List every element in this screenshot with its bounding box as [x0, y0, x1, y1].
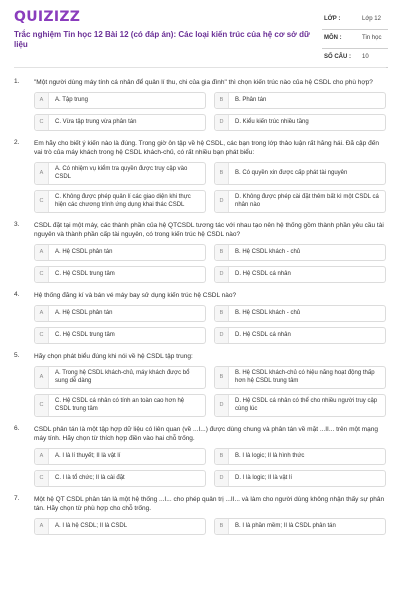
answer-option-d[interactable] — [214, 327, 386, 344]
worksheet-header — [0, 0, 400, 64]
meta-row-subject — [322, 30, 388, 49]
answer-option-d[interactable] — [214, 190, 386, 213]
option-letter: C — [35, 471, 49, 486]
worksheet-meta-box — [322, 11, 388, 68]
answer-option-a[interactable] — [34, 162, 206, 185]
answer-option-d[interactable] — [214, 266, 386, 283]
meta-label: SỐ CÂU : — [324, 54, 351, 60]
option-text: A. I là hệ CSDL; II là CSDL — [55, 522, 128, 529]
question-7 — [0, 495, 400, 535]
option-letter: C — [35, 191, 49, 212]
option-text: C. Hệ CSDL trung tâm — [55, 331, 115, 338]
option-text: D. Hệ CSDL cá nhân có thể cho nhiều người truy cập cùng lúc — [235, 398, 378, 412]
option-letter: B — [215, 245, 229, 260]
option-letter: B — [215, 163, 229, 184]
answer-option-b[interactable] — [214, 244, 386, 261]
option-text: B. I là logic; II là hình thức — [235, 452, 305, 459]
answer-option-c[interactable] — [34, 114, 206, 131]
option-text: C. Không được phép quản lí các giao diện khi thực hiện các chương trình ứng dụng khai thác CSDL — [55, 194, 191, 208]
option-text: D. Hệ CSDL cá nhân — [235, 331, 291, 338]
option-letter: C — [35, 267, 49, 282]
question-text: Em hãy cho biết ý kiến nào là đúng. Trong giờ ôn tập về hệ CSDL, các bạn trong lớp thảo luận rất hăng hái. Đã cập đến vai trò của máy khách trong hệ CSDL khách-chủ, có rất nhiều bạn phát biểu: — [34, 140, 379, 156]
option-letter: D — [215, 471, 229, 486]
answer-option-c[interactable] — [34, 190, 206, 213]
question-text: Một hệ QT CSDL phân tán là một hệ thống ...I... cho phép quản trị ...II... và làm cho người dùng không nhận thấy sự phân tán. Hãy chọn từ phù hợp cho chỗ trống. — [34, 496, 385, 512]
option-letter: D — [215, 395, 229, 416]
option-letter: C — [35, 395, 49, 416]
option-letter: D — [215, 328, 229, 343]
question-text: Hãy chọn phát biểu đúng khi nói về hệ CSDL tập trung: — [34, 353, 193, 360]
option-text: B. Hệ CSDL khách - chủ — [235, 309, 301, 316]
option-letter: B — [215, 306, 229, 321]
option-letter: B — [215, 367, 229, 388]
question-1 — [0, 78, 400, 131]
answer-option-d[interactable] — [214, 394, 386, 417]
answer-option-a[interactable] — [34, 92, 206, 109]
option-letter: B — [215, 519, 229, 534]
option-text: B. Có quyền xin được cấp phát tài nguyên — [235, 169, 348, 176]
answer-option-a[interactable] — [34, 244, 206, 261]
option-text: B. I là phần mềm; II là CSDL phân tán — [235, 522, 336, 529]
meta-value: 10 — [362, 54, 369, 60]
answer-options — [34, 305, 386, 344]
answer-option-a[interactable] — [34, 305, 206, 322]
question-text: Hệ thống đăng kí và bán vé máy bay sử dụng kiến trúc hệ CSDL nào? — [34, 292, 237, 299]
answer-option-c[interactable] — [34, 266, 206, 283]
question-3 — [0, 221, 400, 283]
option-text: D. Không được phép cài đặt thêm bất kì một CSDL cá nhân nào — [235, 194, 379, 208]
option-text: D. Kiểu kiến trúc nhiều tầng — [235, 118, 309, 125]
option-text: C. Vừa tập trung vừa phân tán — [55, 118, 137, 125]
option-text: B. Hệ CSDL khách - chủ — [235, 248, 301, 255]
answer-option-a[interactable] — [34, 448, 206, 465]
option-letter: C — [35, 115, 49, 130]
question-number: 3. — [14, 221, 20, 228]
answer-option-b[interactable] — [214, 366, 386, 389]
option-text: D. I là logic; II là vật lí — [235, 474, 293, 481]
option-text: A. Tập trung — [55, 96, 88, 103]
question-2 — [0, 139, 400, 213]
answer-option-a[interactable] — [34, 366, 206, 389]
question-list — [0, 78, 400, 543]
meta-label: LỚP : — [324, 16, 341, 22]
question-number: 4. — [14, 291, 20, 298]
answer-option-a[interactable] — [34, 518, 206, 535]
answer-option-b[interactable] — [214, 305, 386, 322]
question-number: 5. — [14, 352, 20, 359]
meta-value: Lớp 12 — [362, 16, 381, 22]
question-number: 2. — [14, 139, 20, 146]
option-text: C. Hệ CSDL cá nhân có tính an toàn cao hơn hệ CSDL trung tâm — [55, 398, 185, 412]
option-text: B. Phân tán — [235, 96, 267, 103]
meta-value: Tin học — [362, 35, 382, 41]
answer-option-c[interactable] — [34, 327, 206, 344]
option-text: A. Hệ CSDL phân tán — [55, 248, 113, 255]
option-text: A. Hệ CSDL phân tán — [55, 309, 113, 316]
question-4 — [0, 291, 400, 344]
answer-options — [34, 162, 386, 213]
question-number: 1. — [14, 78, 20, 85]
option-text: A. Trong hệ CSDL khách-chủ, máy khách được bổ sung dễ dàng — [55, 370, 190, 384]
meta-row-class — [322, 11, 388, 30]
answer-option-b[interactable] — [214, 162, 386, 185]
quizizz-logo: QUIZIZZ — [14, 9, 81, 25]
question-5 — [0, 352, 400, 417]
option-letter: C — [35, 328, 49, 343]
question-text: CSDL đặt tại một máy, các thành phần của hệ QTCSDL tương tác với nhau tạo nên hệ thống gồm thành phần yêu cầu tài nguyên và thành phần cấp tài nguyên, có trong kiến trúc hệ CSDL nào? — [34, 222, 384, 238]
option-text: D. Hệ CSDL cá nhân — [235, 270, 291, 277]
option-text: A. Có nhiệm vụ kiểm tra quyền được truy cập vào CSDL — [55, 166, 188, 180]
option-text: B. Hệ CSDL khách-chủ có hiệu năng hoạt động thấp hơn hệ CSDL trung tâm — [235, 370, 375, 384]
option-letter: A — [35, 93, 49, 108]
option-text: C. Hệ CSDL trung tâm — [55, 270, 115, 277]
option-letter: A — [35, 519, 49, 534]
meta-row-question-count — [322, 49, 388, 68]
option-letter: A — [35, 367, 49, 388]
answer-options — [34, 518, 386, 535]
answer-options — [34, 448, 386, 487]
header-divider — [14, 67, 386, 68]
option-letter: D — [215, 267, 229, 282]
option-letter: D — [215, 115, 229, 130]
option-letter: A — [35, 163, 49, 184]
answer-option-b[interactable] — [214, 518, 386, 535]
answer-option-b[interactable] — [214, 92, 386, 109]
question-text: "Một người dùng máy tính cá nhân để quản lí thu, chi của gia đình" thì chọn kiến trúc nào của hệ CSDL cho phù hợp? — [34, 79, 373, 86]
answer-option-d[interactable] — [214, 470, 386, 487]
option-letter: B — [215, 93, 229, 108]
question-number: 6. — [14, 425, 20, 432]
worksheet-title: Trắc nghiệm Tin học 12 Bài 12 (có đáp án): Các loại kiến trúc của hệ cơ sở dữ liệu — [14, 30, 310, 49]
answer-option-b[interactable] — [214, 448, 386, 465]
answer-options — [34, 366, 386, 417]
question-text: CSDL phân tán là một tập hợp dữ liệu có liên quan (về ...I...) được dùng chung và phân tán về mặt ...II... trên một mạng máy tính. Hãy chọn từ thích hợp điền vào hai chỗ trống. — [34, 426, 378, 442]
option-text: A. I là lí thuyết; II là vật lí — [55, 452, 121, 459]
answer-option-c[interactable] — [34, 394, 206, 417]
option-letter: A — [35, 306, 49, 321]
question-number: 7. — [14, 495, 20, 502]
meta-label: MÔN : — [324, 35, 342, 41]
option-text: C. I là tổ chức; II là cài đặt — [55, 474, 125, 481]
answer-options — [34, 244, 386, 283]
option-letter: A — [35, 449, 49, 464]
option-letter: B — [215, 449, 229, 464]
answer-options — [34, 92, 386, 131]
option-letter: A — [35, 245, 49, 260]
question-6 — [0, 425, 400, 487]
option-letter: D — [215, 191, 229, 212]
answer-option-d[interactable] — [214, 114, 386, 131]
answer-option-c[interactable] — [34, 470, 206, 487]
